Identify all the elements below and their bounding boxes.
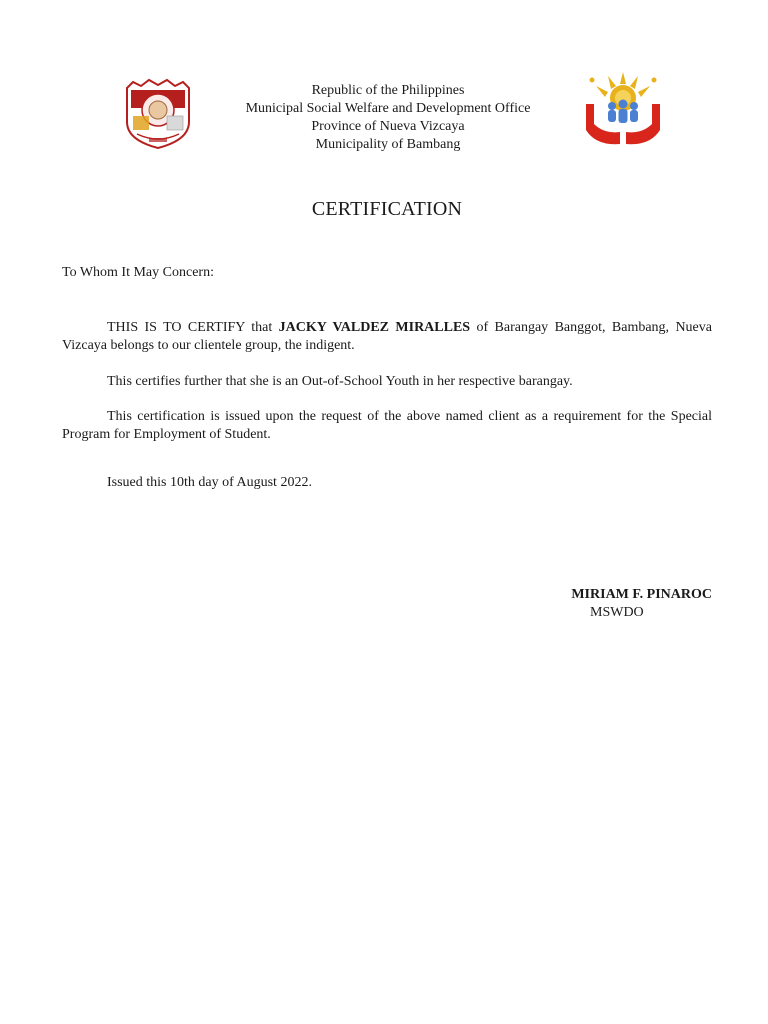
letterhead	[200, 82, 576, 154]
signatory-title: MSWDO	[590, 605, 644, 620]
header-line-municipality: Municipality of Bambang	[315, 137, 461, 152]
purpose-text: This certification is issued upon the request of the above named client as a requirement for the Special Program for Employment of Student.	[62, 409, 712, 442]
salutation: To Whom It May Concern:	[62, 265, 214, 280]
document-title: CERTIFICATION	[311, 198, 463, 220]
paragraph-further	[62, 373, 712, 391]
certify-prefix: THIS IS TO CERTIFY that	[107, 320, 279, 335]
paragraph-issued-date	[62, 474, 712, 492]
municipal-seal-icon	[123, 78, 193, 150]
header-line-republic: Republic of the Philippines	[311, 83, 465, 98]
certify-suffix: of Barangay Banggot, Bambang, Nueva Vizcaya belongs to our clientele group, the indigent.	[62, 320, 712, 353]
paragraph-purpose	[62, 408, 712, 444]
header-line-office: Municipal Social Welfare and Development Office	[245, 101, 531, 116]
paragraph-certify	[62, 319, 712, 355]
further-text: This certifies further that she is an Out-of-School Youth in her respective barangay.	[107, 374, 573, 389]
header-line-province: Province of Nueva Vizcaya	[311, 119, 465, 134]
signatory-name: MIRIAM F. PINAROC	[571, 587, 712, 602]
issued-date-text: Issued this 10th day of August 2022.	[107, 475, 312, 490]
client-name: JACKY VALDEZ MIRALLES	[278, 320, 471, 335]
mswdo-hands-logo-icon	[582, 68, 664, 150]
